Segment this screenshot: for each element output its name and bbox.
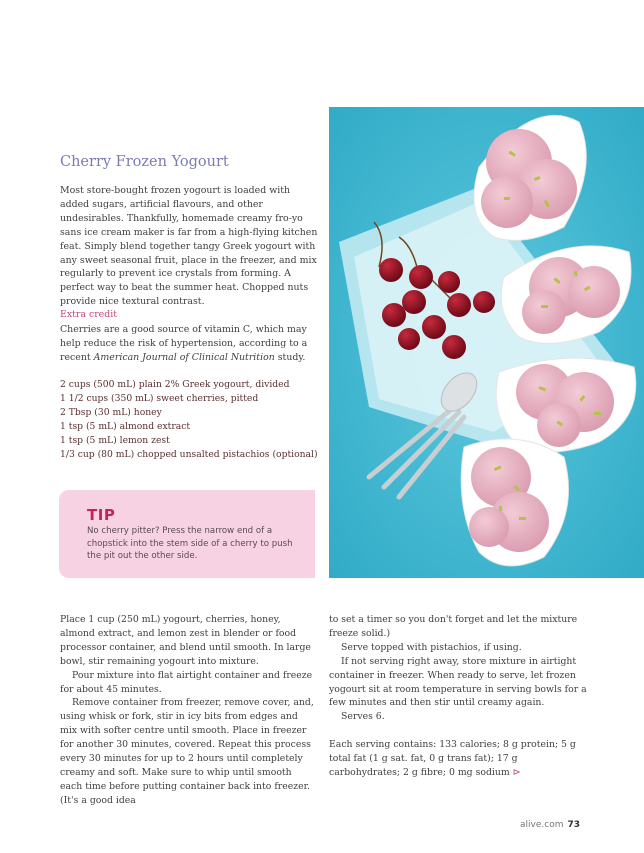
ingredient-item: 1/3 cup (80 mL) chopped unsalted pistachios (optional): [60, 448, 318, 460]
nutrition-info: [329, 738, 591, 780]
extra-credit-text-start: Cherries are a good source of vitamin C, which may help reduce the risk of hypertension, according to a recent: [60, 324, 308, 363]
journal-name: American Journal of Clinical Nutrition: [93, 351, 275, 363]
ingredient-item: 1 tsp (5 mL) lemon zest: [60, 434, 170, 446]
tip-body: No cherry pitter? Press the narrow end of a chopstick into the stem side of a cherry to push the pit out the other side.: [87, 526, 293, 562]
method-paragraph: Pour mixture into flat airtight container and freeze for about 45 minutes.: [60, 669, 313, 695]
site-name: alive.com: [520, 820, 564, 830]
page-number: 73: [567, 820, 580, 830]
ice-cream-photo: [329, 107, 644, 578]
method-paragraph: Place 1 cup (250 mL) yogourt, cherries, honey, almond extract, and lemon zest in blender or food processor container, and blend until smooth. In large bowl, stir remaining yogourt into mixture.: [60, 614, 311, 667]
end-of-article-icon: ⊳: [512, 766, 521, 778]
nutrition-text: Each serving contains: 133 calories; 8 g protein; 5 g total fat (1 g sat. fat, 0 g trans fat); 17 g carbohydrates; 2 g fibre; 0 mg sodium: [329, 739, 576, 778]
ingredient-item: 1 tsp (5 mL) almond extract: [60, 420, 191, 432]
tip-box: [59, 490, 315, 578]
recipe-intro: Most store-bought frozen yogourt is loaded with added sugars, artificial flavours, and other undesirables. Thankfully, homemade creamy fro-yo sans ice cream maker is far from a high-flying kitchen feat. Simply blend together tangy Greek yogourt with any sweet seasonal fruit, place in the freezer, and mix regularly to prevent ice crystals from forming. A perfect way to beat the summer heat. Chopped nuts provide nice textural contrast.: [60, 185, 318, 308]
tip-heading: TIP: [87, 506, 116, 524]
ingredient-item: 2 Tbsp (30 mL) honey: [60, 406, 162, 418]
method-column-right: [329, 613, 591, 780]
extra-credit-text-end: study.: [274, 351, 306, 363]
ingredient-item: 2 cups (500 mL) plain 2% Greek yogourt, divided: [60, 379, 290, 390]
method-column-left: [60, 613, 316, 808]
method-paragraph: If not serving right away, store mixture in airtight container in freezer. When ready to serve, let frozen yogourt sit at room temperature in serving bowls for a few minutes and then stir until creamy again.: [329, 655, 587, 709]
method-paragraph: Remove container from freezer, remove cover, and, using whisk or fork, stir in icy bits from edges and mix with softer centre until smooth. Place in freezer for another 30 minutes, covered. Repeat this process every 30 minutes for up to 2 hours until completely creamy and soft. Make sure to whip until smooth each time before putting container back into freezer. (It's a good idea: [60, 697, 314, 806]
method-paragraph: Serve topped with pistachios, if using.: [341, 641, 522, 653]
photo-illustration: [329, 107, 644, 578]
ingredient-list: [60, 378, 330, 461]
method-paragraph: to set a timer so you don't forget and let the mixture freeze solid.): [329, 614, 578, 639]
ingredient-item: 1 1/2 cups (350 mL) sweet cherries, pitted: [60, 392, 259, 404]
recipe-title: Cherry Frozen Yogourt: [60, 154, 229, 170]
extra-credit-heading: Extra credit: [60, 309, 117, 320]
extra-credit-body: [60, 323, 322, 365]
servings: Serves 6.: [341, 711, 385, 723]
page-footer: [520, 820, 580, 830]
